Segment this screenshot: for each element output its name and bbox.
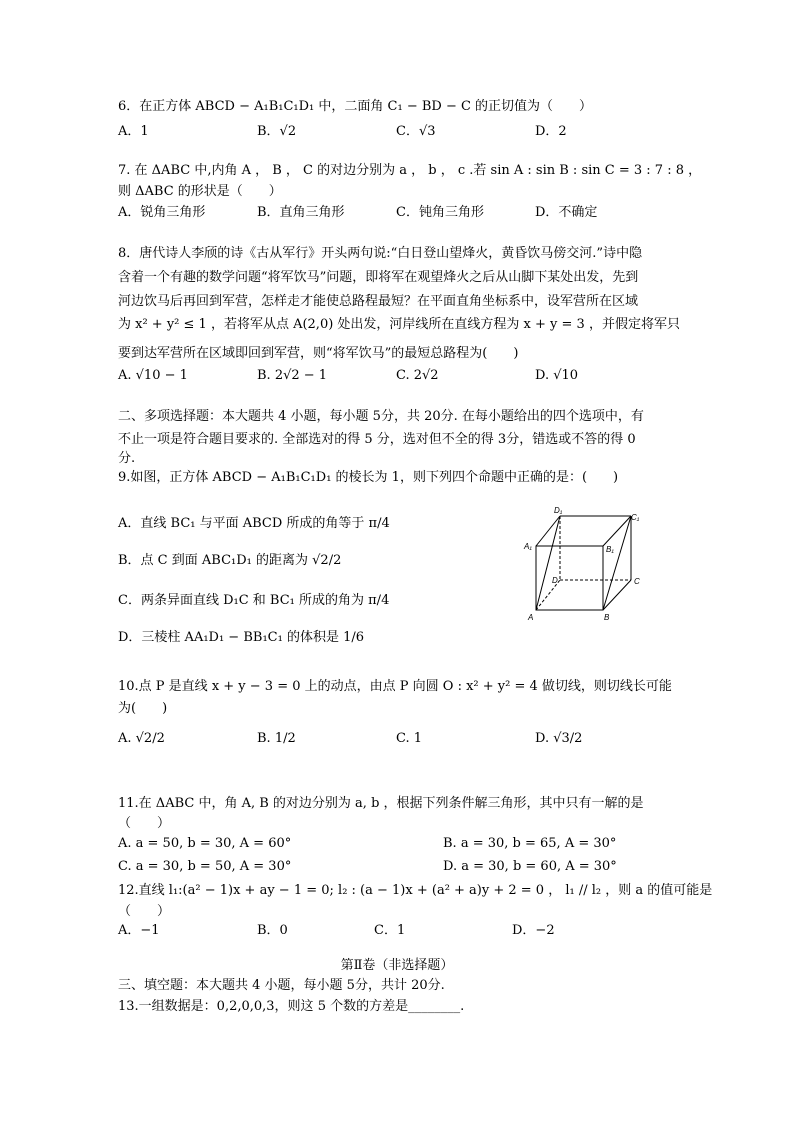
q7-stem-line1: 7. 在 ΔABC 中,内角 A ， B ， C 的对边分别为 a ， b ， c .若 sin A : sin B : sin C = 3 : 7 : 8 ， [118, 163, 702, 178]
q12-option-d: D．−2 [512, 923, 555, 938]
q7-option-b: B．直角三角形 [257, 205, 345, 220]
q10-stem-line2: 为( ) [118, 701, 168, 716]
q9-option-b: B．点 C 到面 ABC₁D₁ 的距离为 √2/2 [118, 553, 342, 568]
label-c1: C₁ [631, 513, 640, 522]
diagonal-ad1 [536, 516, 560, 610]
label-c: C [634, 577, 640, 586]
q8-line1: 8．唐代诗人李颀的诗《古从军行》开头两句说:“白日登山望烽火，黄昏饮马傍交河.”诗中隐 [118, 246, 643, 261]
q8-line3: 河边饮马后再回到军营，怎样走才能使总路程最短？在平面直角坐标系中，设军营所在区域 [118, 294, 639, 309]
q10-option-b: B. 1/2 [257, 731, 296, 746]
q12-option-c: C．1 [374, 923, 406, 938]
q12-stem-line1: 12.直线 l₁:(a² − 1)x + ay − 1 = 0; l₂ : (a − 1)x + (a² + a)y + 2 = 0 ， l₁ // l₂ ，则 a 的值可能是 [118, 883, 713, 898]
q11-stem-line2: （ ） [118, 816, 171, 831]
q6-option-c: C．√3 [396, 124, 436, 139]
section3-heading: 三、填空题：本大题共 4 小题，每小题 5分，共计 20分. [118, 978, 445, 993]
q7-option-c: C．钝角三角形 [396, 205, 484, 220]
q8-option-b: B. 2√2 − 1 [257, 368, 328, 383]
diagonal-bc1 [603, 516, 631, 610]
label-d: D [552, 576, 558, 585]
q10-option-c: C. 1 [396, 731, 423, 746]
q9-stem: 9.如图，正方体 ABCD − A₁B₁C₁D₁ 的棱长为 1，则下列四个命题中正确的是：( ) [118, 470, 619, 485]
q9-option-a: A．直线 BC₁ 与平面 ABCD 所成的角等于 π/4 [118, 516, 390, 531]
q11-option-c: C. a = 30, b = 50, A = 30° [118, 859, 292, 874]
q10-option-d: D. √3/2 [535, 731, 583, 746]
q11-option-d: D. a = 30, b = 60, A = 30° [443, 859, 617, 874]
label-a: A [528, 613, 534, 622]
q8-option-d: D. √10 [535, 368, 579, 383]
q7-option-d: D．不确定 [535, 205, 598, 220]
q6-option-b: B．√2 [257, 124, 297, 139]
q6-option-a: A．1 [118, 124, 149, 139]
label-b: B [604, 613, 610, 622]
section2-line3: 分. [118, 451, 136, 466]
q7-stem-line2: 则 ΔABC 的形状是（ ） [118, 184, 282, 199]
section2-line2: 不止一项是符合题目要求的. 全部选对的得 5 分，选对但不全的得 3分，错选或不答的得 0 [118, 432, 636, 447]
label-b1: B₁ [606, 545, 614, 554]
q11-option-b: B. a = 30, b = 65, A = 30° [443, 836, 617, 851]
section2-line1: 二、多项选择题：本大题共 4 小题，每小题 5分，共 20分. 在每小题给出的四个选项中，有 [118, 409, 644, 424]
q12-option-a: A．−1 [118, 923, 160, 938]
front-face [536, 546, 603, 610]
q8-line4: 为 x² + y² ≤ 1 ，若将军从点 A(2,0) 处出发，河岸线所在直线方程为 x + y = 3 ，并假定将军只 [118, 317, 680, 332]
q12-stem-line2: （ ） [118, 904, 171, 919]
part2-title: 第Ⅱ卷（非选择题） [340, 958, 454, 973]
q6-option-d: D．2 [535, 124, 567, 139]
cube-figure [518, 502, 648, 627]
q9-option-d: D．三棱柱 AA₁D₁ − BB₁C₁ 的体积是 1/6 [118, 630, 364, 645]
q11-option-a: A. a = 50, b = 30, A = 60° [118, 836, 292, 851]
q6-stem: 6．在正方体 ABCD − A₁B₁C₁D₁ 中，二面角 C₁ − BD − C 的正切值为（ ） [118, 99, 593, 114]
q12-option-b: B．0 [257, 923, 288, 938]
q10-stem-line1: 10.点 P 是直线 x + y − 3 = 0 上的动点，由点 P 向圆 O : x² + y² = 4 做切线，则切线长可能 [118, 679, 672, 694]
q8-option-c: C. 2√2 [396, 368, 439, 383]
q8-line5: 要到达军营所在区域即回到军营，则“将军饮马”的最短总路程为( ) [118, 346, 519, 361]
q7-option-a: A．锐角三角形 [118, 205, 206, 220]
q8-option-a: A. √10 − 1 [118, 368, 188, 383]
q9-option-c: C．两条异面直线 D₁C 和 BC₁ 所成的角为 π/4 [118, 593, 390, 608]
q10-option-a: A. √2/2 [118, 731, 165, 746]
label-a1: A₁ [524, 542, 532, 551]
label-d1: D₁ [554, 506, 563, 515]
q8-line2: 含着一个有趣的数学问题“将军饮马”问题，即将军在观望烽火之后从山脚下某处出发，先到 [118, 270, 639, 285]
q13-stem: 13.一组数据是：0,2,0,0,3，则这 5 个数的方差是________. [118, 999, 465, 1014]
q11-stem-line1: 11.在 ΔABC 中，角 A, B 的对边分别为 a, b ，根据下列条件解三角形，其中只有一解的是 [118, 796, 644, 811]
